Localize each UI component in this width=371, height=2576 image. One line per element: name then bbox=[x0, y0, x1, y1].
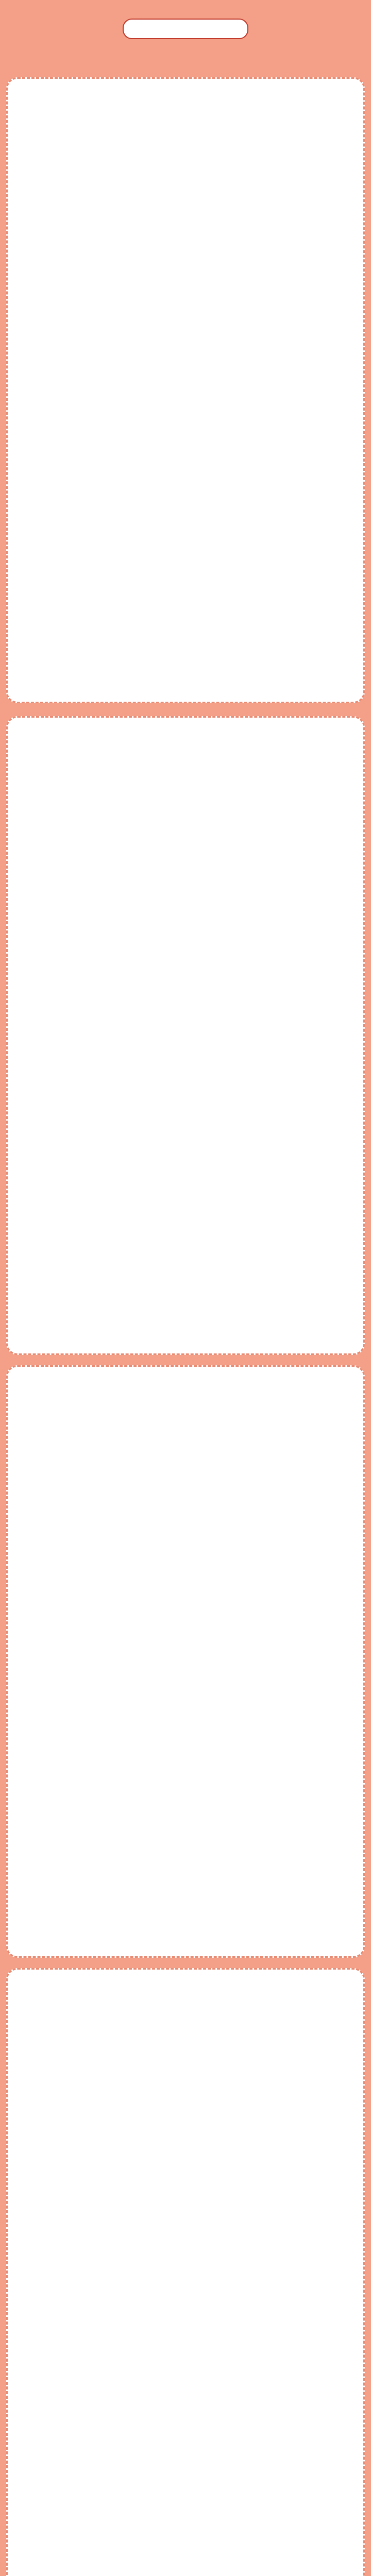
card-4 bbox=[6, 1968, 365, 2576]
card-2 bbox=[6, 716, 365, 1355]
page-header bbox=[6, 0, 365, 77]
card-3 bbox=[6, 1365, 365, 1958]
page-subtitle bbox=[123, 19, 248, 39]
card-1 bbox=[6, 77, 365, 703]
